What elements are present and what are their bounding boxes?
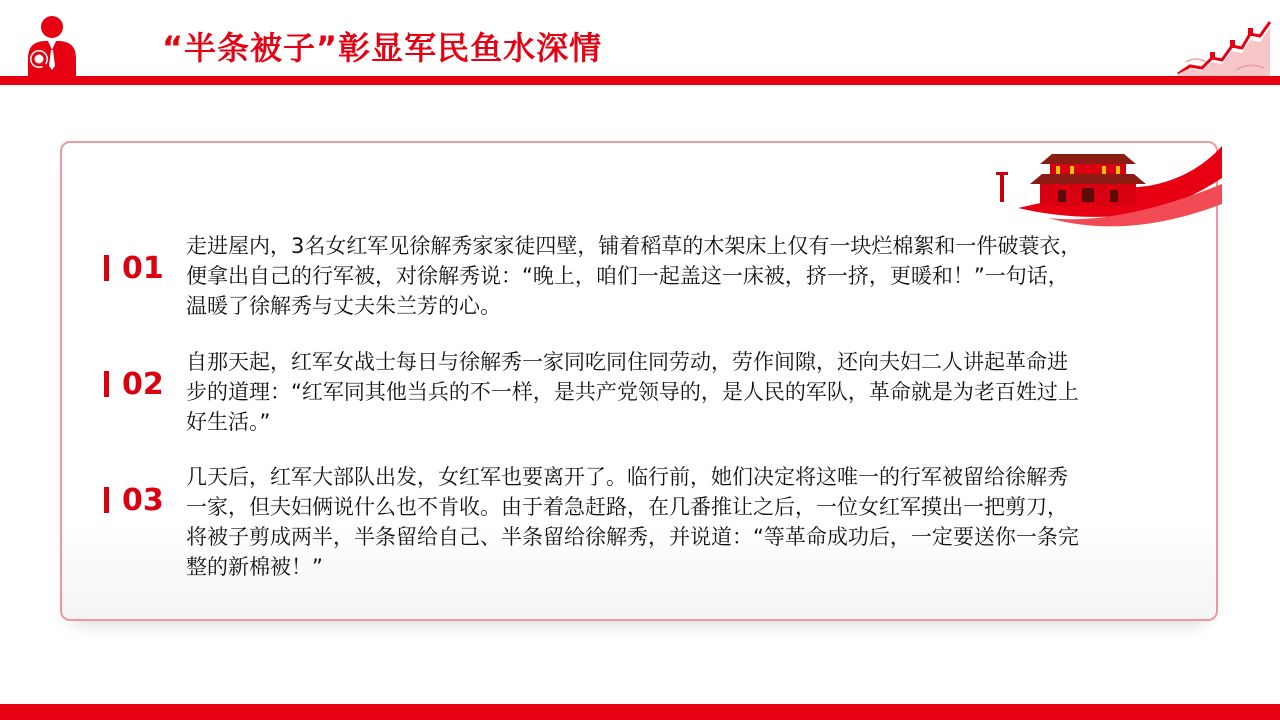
- item-marker: [104, 371, 109, 397]
- item-marker: [104, 487, 109, 513]
- page-title: “半条被子”彰显军民鱼水深情: [162, 29, 603, 67]
- item-text: 自那天起，红军女战士每日与徐解秀一家同吃同住同劳动，劳作间隙，还向夫妇二人讲起革命进步的道理：“红军同其他当兵的不一样，是共产党领导的，是人民的军队，革命就是为老百姓过上好生活。”: [186, 350, 1079, 434]
- tiananmen-gate-ribbon-icon: [978, 144, 1222, 244]
- footer-bar: [0, 704, 1280, 720]
- item-text: 几天后，红军大部队出发，女红军也要离开了。临行前，她们决定将这唯一的行军被留给徐解秀一家，但夫妇俩说什么也不肯收。由于着急赶路，在几番推让之后，一位女红军摸出一把剪刀，将被子剪成两半，半条留给自己、半条留给徐解秀，并说道：“等革命成功后，一定要送你一条完整的新棉被！”: [186, 465, 1079, 579]
- item-number: 02: [122, 367, 164, 402]
- item-number: 01: [122, 251, 164, 286]
- red-person-magnifier-icon: [20, 14, 84, 76]
- header-divider-bar: [0, 76, 1280, 85]
- item-text: 走进屋内，3名女红军见徐解秀家家徒四壁，铺着稻草的木架床上仅有一块烂棉絮和一件破蓑衣，便拿出自己的行军被，对徐解秀说：“晚上，咱们一起盖这一床被，挤一挤，更暖和！”一句话，温暖了徐解秀与丈夫朱兰芳的心。: [186, 234, 1082, 318]
- item-number: 03: [122, 483, 164, 518]
- great-wall-icon: [1176, 18, 1272, 76]
- item-marker: [104, 255, 109, 281]
